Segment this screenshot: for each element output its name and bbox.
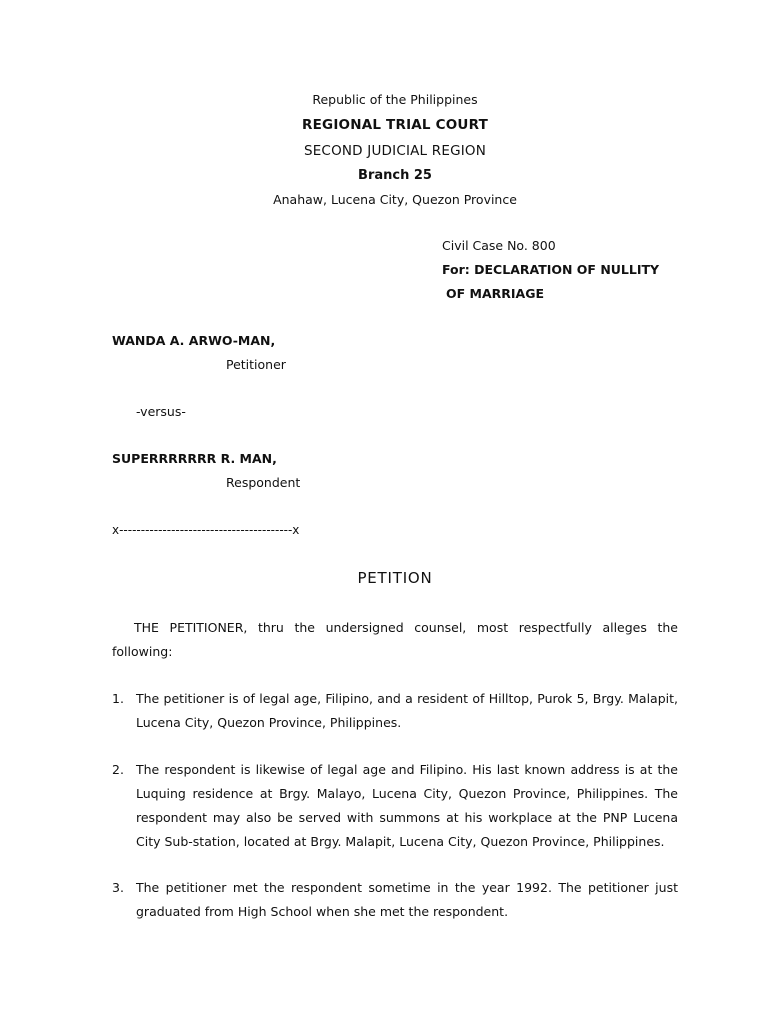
allegation-text: The petitioner met the respondent sometime in the year 1992. The petitioner just graduated from High School when she met the respondent. xyxy=(136,880,678,919)
allegation-text: The petitioner is of legal age, Filipino, and a resident of Hilltop, Purok 5, Brgy. Malapit, Lucena City, Quezon Province, Philippines. xyxy=(136,691,678,730)
caption-divider: x----------------------------------------x xyxy=(112,523,300,537)
respondent-role: Respondent xyxy=(226,475,301,490)
court-name: REGIONAL TRIAL COURT xyxy=(302,117,488,133)
judicial-region: SECOND JUDICIAL REGION xyxy=(303,143,487,159)
allegation-text: The respondent is likewise of legal age and Filipino. His last known address is at the Luquing residence at Brgy. Malayo, Lucena City, Quezon Province, Philippines. The respondent may also be served with summons at his workplace at the PNP Lucena City Sub-station, located at Brgy. Malapit, Lucena City, Quezon Province, Philippines. xyxy=(136,762,678,849)
republic-line: Republic of the Philippines xyxy=(312,92,478,107)
respondent-name: SUPERRRRRRR R. MAN, xyxy=(112,451,277,466)
case-for-line1: For: DECLARATION OF NULLITY xyxy=(442,262,660,277)
petitioner-name: WANDA A. ARWO-MAN, xyxy=(112,333,276,348)
document-title: PETITION xyxy=(357,569,433,587)
court-location: Anahaw, Lucena City, Quezon Province xyxy=(273,192,517,207)
petitioner-role: Petitioner xyxy=(226,357,286,372)
allegation-item xyxy=(112,687,678,735)
branch-line: Branch 25 xyxy=(358,168,432,183)
allegation-item xyxy=(112,876,678,924)
allegation-number: 1. xyxy=(112,691,124,706)
versus-label: -versus- xyxy=(136,404,186,419)
allegation-number: 3. xyxy=(112,880,124,895)
case-number: Civil Case No. 800 xyxy=(442,238,556,253)
intro-paragraph: THE PETITIONER, thru the undersigned counsel, most respectfully alleges the following: xyxy=(112,620,678,659)
allegation-number: 2. xyxy=(112,762,124,777)
allegation-item xyxy=(112,758,678,854)
case-for-line2: OF MARRIAGE xyxy=(446,286,545,301)
